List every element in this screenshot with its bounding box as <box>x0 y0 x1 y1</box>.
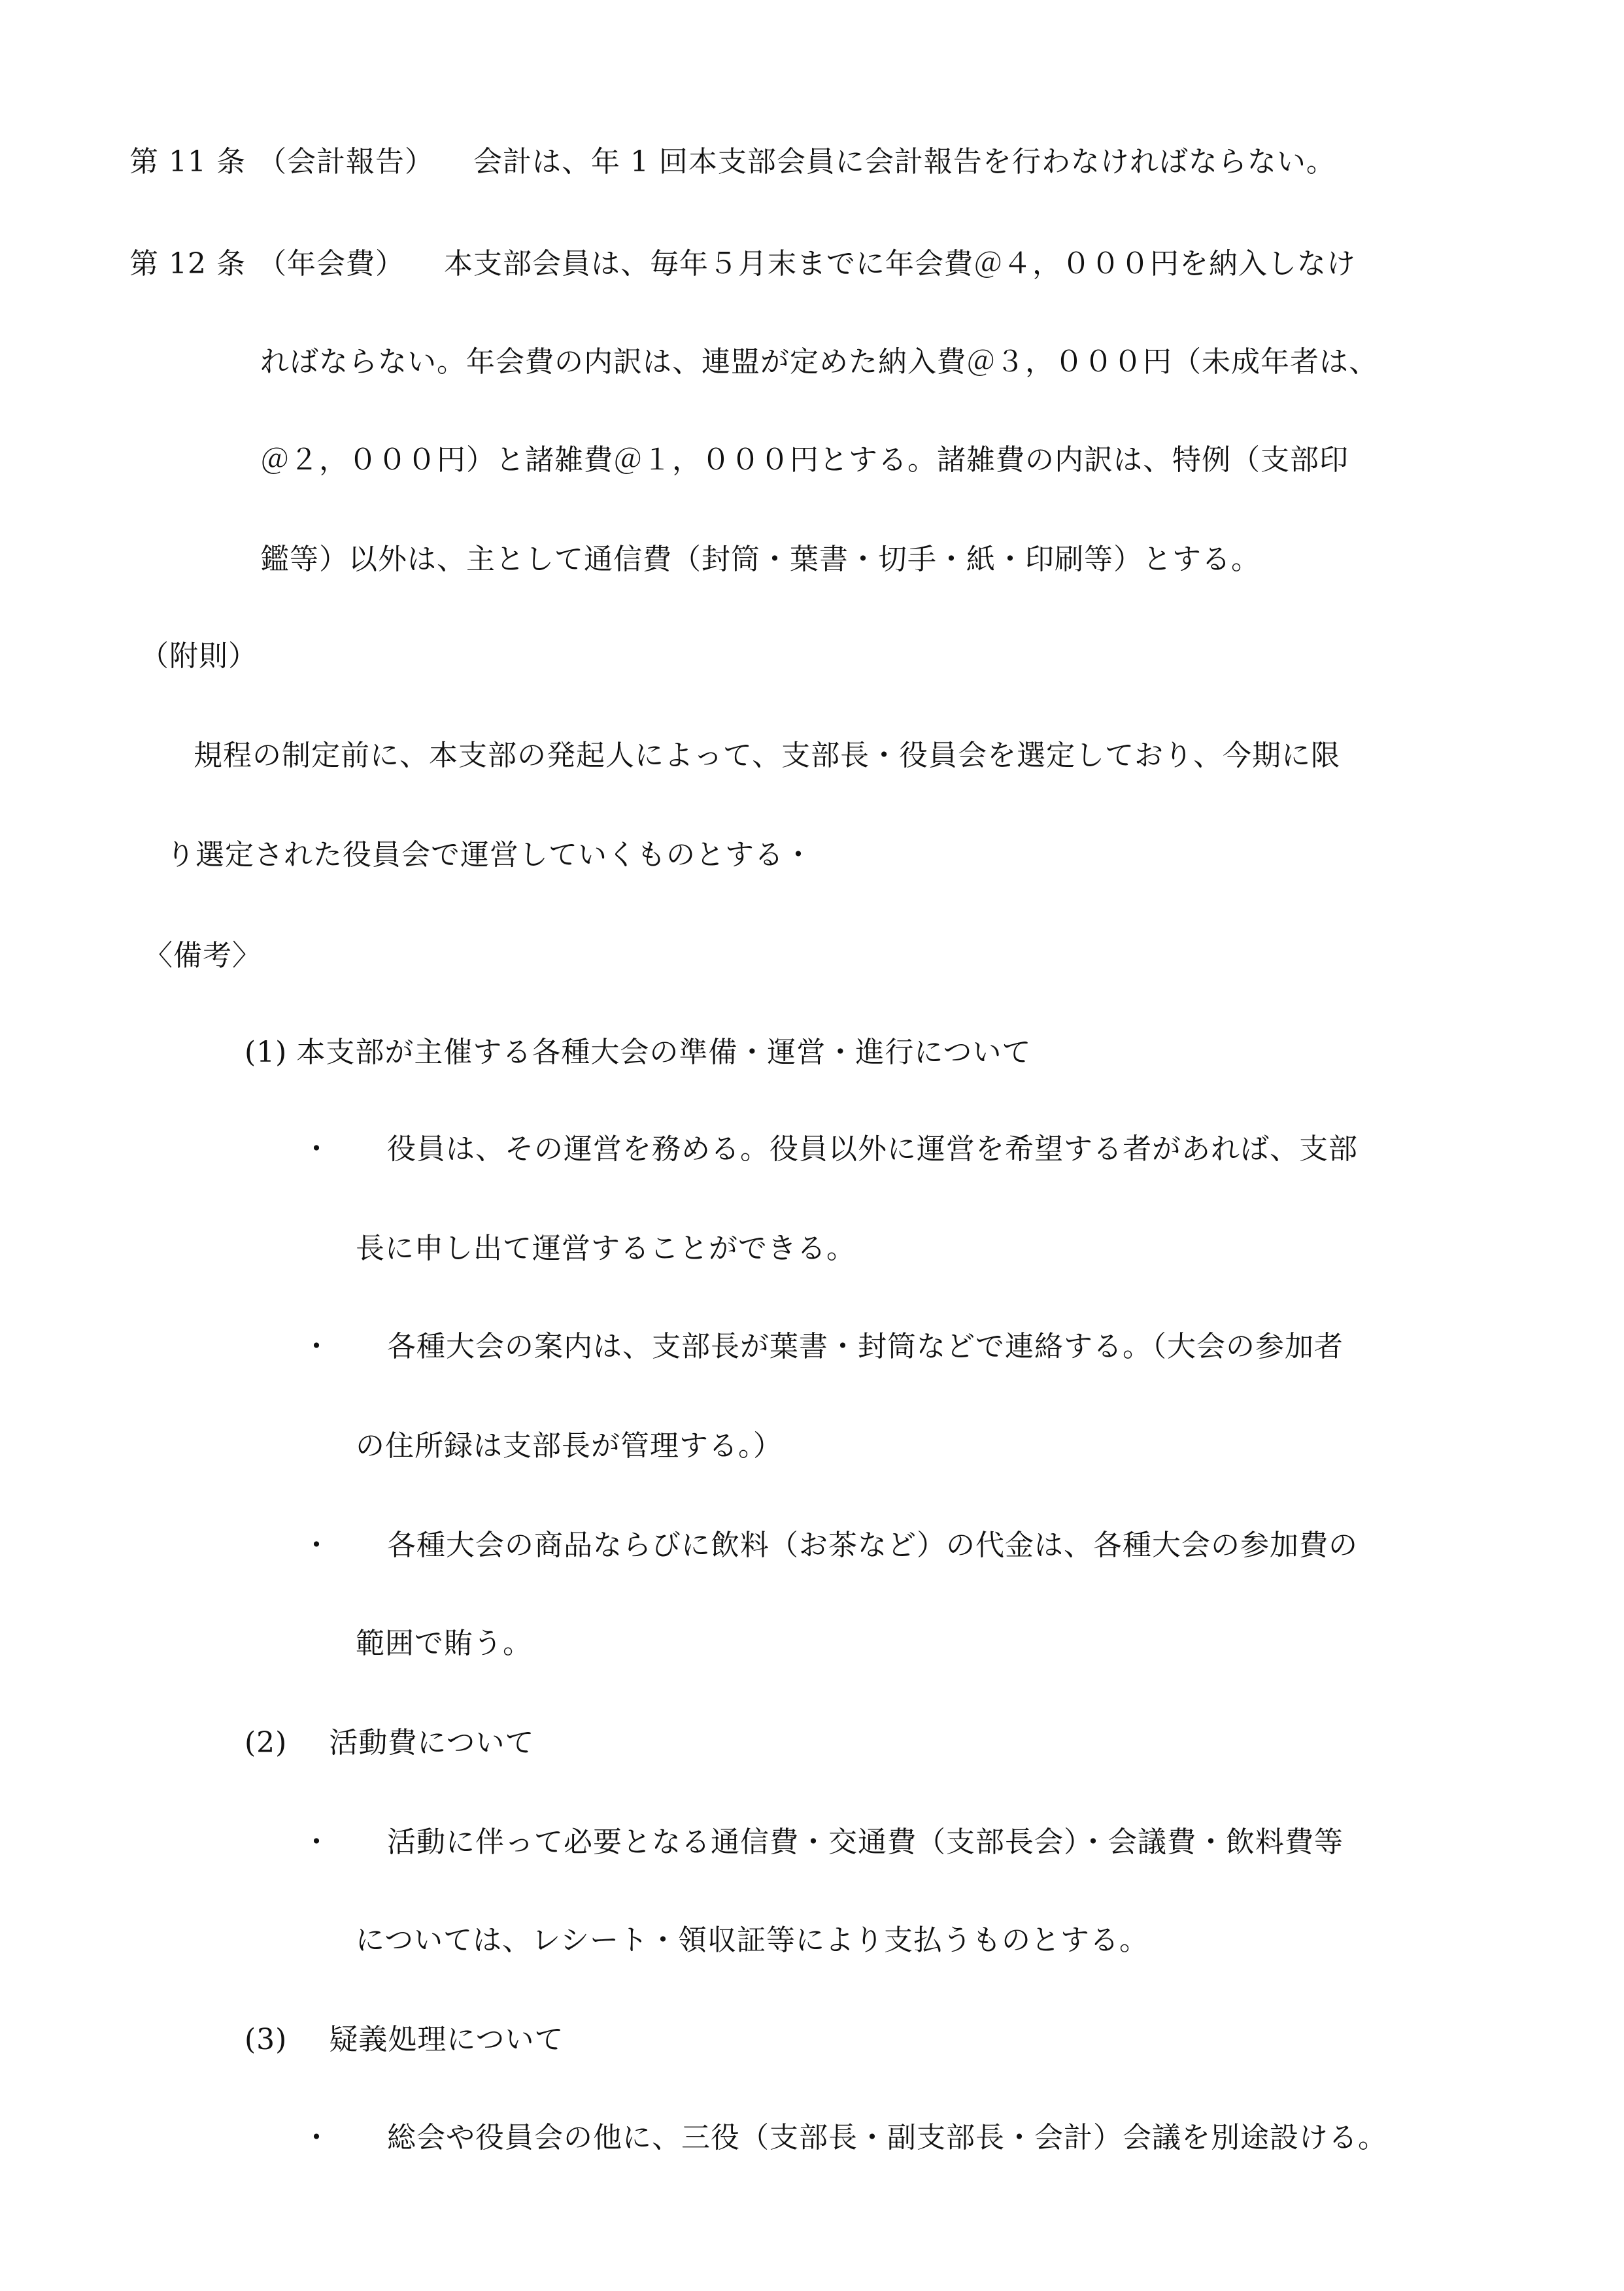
article-title: （年会費） <box>257 247 405 280</box>
bullet-mark: ・ <box>302 1529 331 1562</box>
remark-item-2 <box>245 1723 534 1763</box>
bullet-text-line: 各種大会の案内は、支部長が葉書・封筒などで連絡する。（大会の参加者 <box>387 1330 1344 1363</box>
article-text-line: ＠２，０００円）と諸雑費＠１，０００円とする。諸雑費の内訳は、特例（支部印 <box>260 443 1349 477</box>
remark-item-3 <box>245 2020 564 2060</box>
item-marker: (2) <box>245 1726 288 1759</box>
bullet-mark: ・ <box>302 2121 331 2154</box>
bullet-text-line: 活動に伴って必要となる通信費・交通費（支部長会）・会議費・飲料費等 <box>387 1825 1344 1859</box>
article-title: （会計報告） <box>257 145 434 178</box>
item-marker: (1) <box>245 1036 288 1069</box>
bullet-text-line: 役員は、その運営を務める。役員以外に運営を希望する者があれば、支部 <box>387 1132 1358 1166</box>
bullet-text-line: 長に申し出て運営することができる。 <box>356 1232 856 1265</box>
bullet-text-line: については、レシート・領収証等により支払うものとする。 <box>356 1924 1149 1957</box>
article-text: 会計は、年 1 回本支部会員に会計報告を行わなければならない。 <box>473 145 1336 178</box>
supplementary-text-line: 規程の制定前に、本支部の発起人によって、支部長・役員会を選定しており、今期に限 <box>194 739 1341 772</box>
bullet-text-line: 各種大会の商品ならびに飲料（お茶など）の代金は、各種大会の参加費の <box>387 1529 1358 1562</box>
article-11 <box>129 143 1336 182</box>
remark-item-1 <box>245 1033 1031 1072</box>
remarks-heading: 〈備考〉 <box>144 939 262 972</box>
bullet-text-line: の住所録は支部長が管理する。） <box>356 1429 783 1463</box>
bullet-text-line: 総会や役員会の他に、三役（支部長・副支部長・会計）会議を別途設ける。 <box>387 2121 1387 2154</box>
item-title: 疑義処理について <box>329 2023 564 2056</box>
article-12 <box>129 245 1356 284</box>
item-marker: (3) <box>245 2023 288 2056</box>
supplementary-text-line: り選定された役員会で運営していくものとする・ <box>166 838 813 872</box>
article-text: 本支部会員は、毎年５月末までに年会費＠４，０００円を納入しなけ <box>443 247 1356 280</box>
article-text-line: ればならない。年会費の内訳は、連盟が定めた納入費＠３，０００円（未成年者は、 <box>260 345 1378 379</box>
bullet-mark: ・ <box>302 1330 331 1363</box>
bullet-text-line: 範囲で賄う。 <box>356 1627 532 1660</box>
bullet-mark: ・ <box>302 1132 331 1166</box>
article-number: 第 11 条 <box>129 145 246 178</box>
item-title: 本支部が主催する各種大会の準備・運営・進行について <box>296 1036 1032 1069</box>
article-number: 第 12 条 <box>129 247 246 280</box>
bullet-mark: ・ <box>302 1825 331 1859</box>
item-title: 活動費について <box>329 1726 535 1759</box>
supplementary-heading: （附則） <box>140 639 258 673</box>
article-text-line: 鑑等）以外は、主として通信費（封筒・葉書・切手・紙・印刷等）とする。 <box>260 543 1260 576</box>
